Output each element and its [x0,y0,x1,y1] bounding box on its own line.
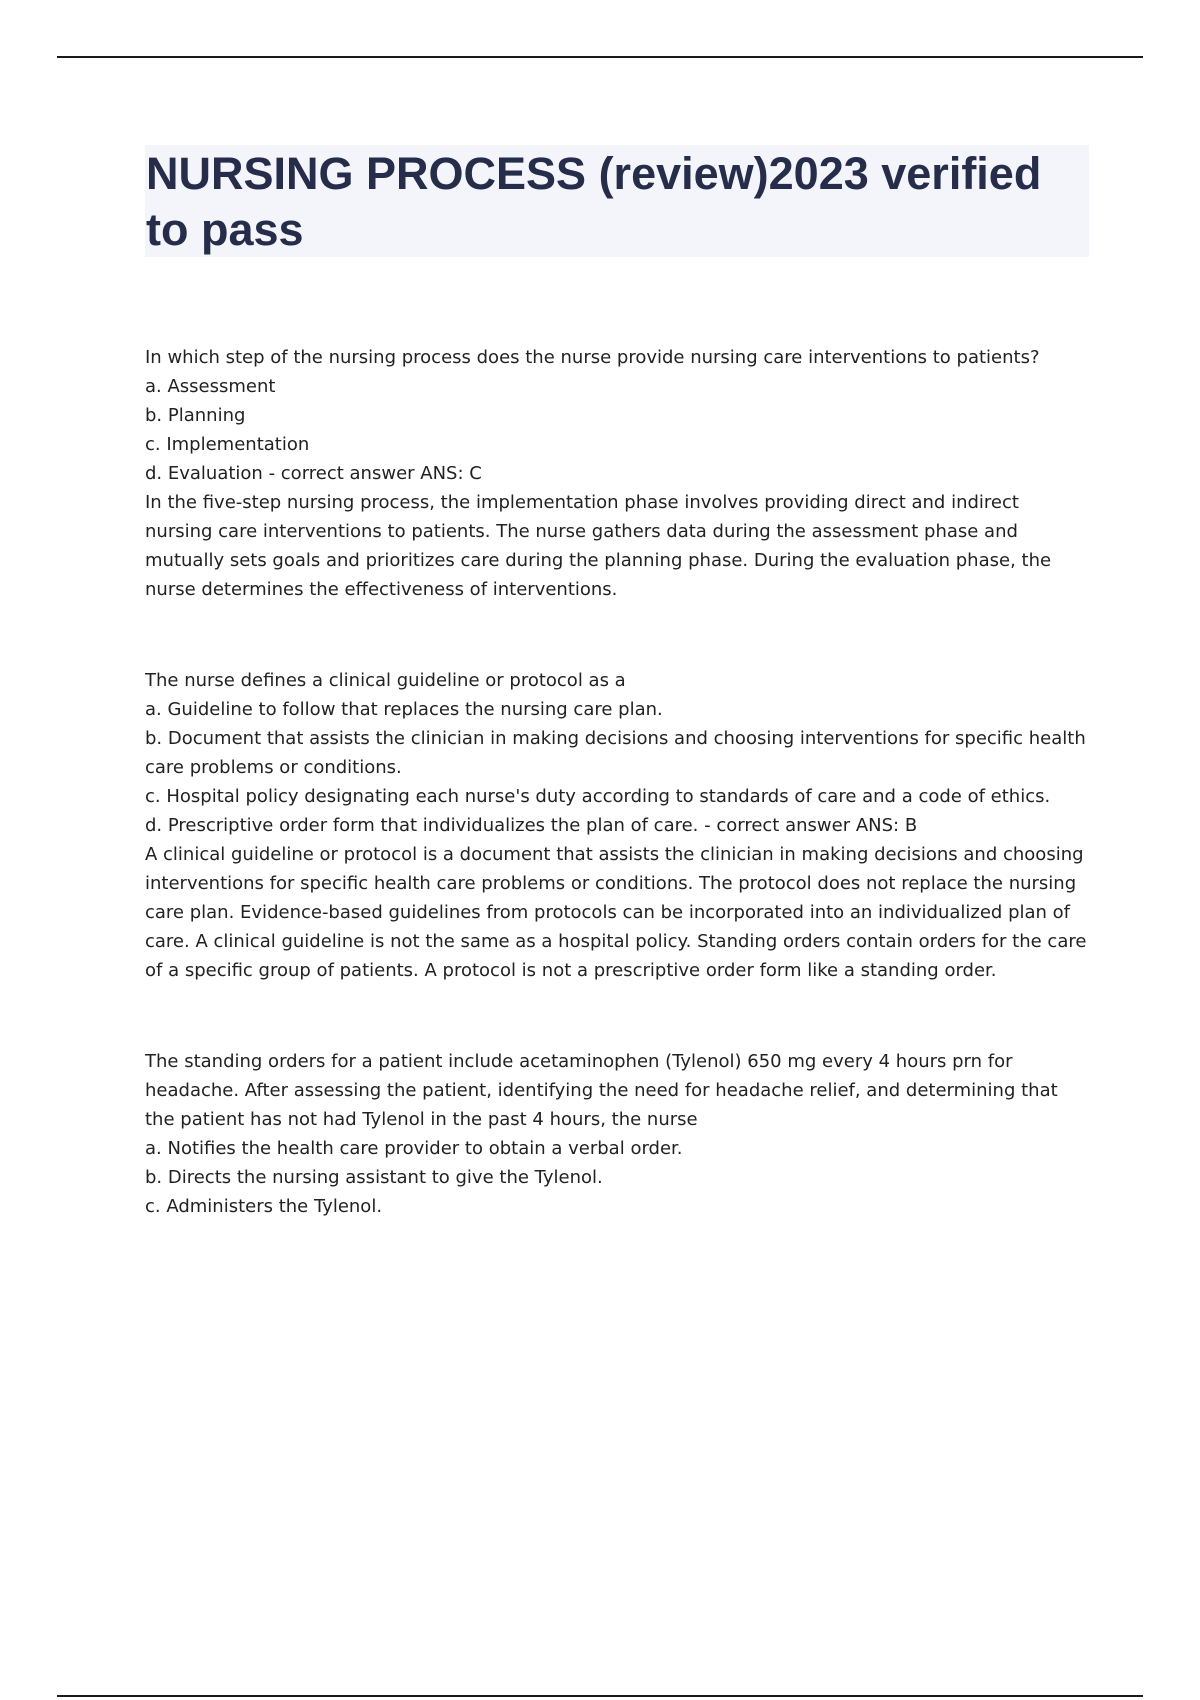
bottom-divider [57,1695,1143,1697]
answer-explanation: In the five-step nursing process, the implementation phase involves providing direct and indirect nursing care interventions to patients. The nurse gathers data during the assessment phase and mutually sets goals and prioritizes care during the planning phase. During the evaluation phase, the nurse determines the effectiveness of interventions. [145,492,1052,600]
document-title: NURSING PROCESS (review)2023 verified to pass [146,148,1042,255]
question-text: In which step of the nursing process does the nurse provide nursing care interventions to patients? [145,347,1040,368]
answer-option: a. Guideline to follow that replaces the nursing care plan. [145,699,663,720]
question-block-3 [145,1047,1090,1221]
answer-option: d. Evaluation - correct answer ANS: C [145,463,482,484]
answer-option: b. Directs the nursing assistant to give the Tylenol. [145,1167,603,1188]
answer-option: b. Document that assists the clinician in making decisions and choosing interventions for specific health care problems or conditions. [145,728,1086,778]
answer-option: a. Notifies the health care provider to obtain a verbal order. [145,1138,683,1159]
top-divider [57,56,1143,58]
question-text: The nurse defines a clinical guideline or protocol as a [145,670,626,691]
answer-option: d. Prescriptive order form that individualizes the plan of care. - correct answer ANS: B [145,815,918,836]
answer-option: a. Assessment [145,376,276,397]
document-body [145,343,1090,1221]
answer-option: c. Administers the Tylenol. [145,1196,383,1217]
answer-explanation: A clinical guideline or protocol is a document that assists the clinician in making decisions and choosing interventions for specific health care problems or conditions. The protocol does not replace the nursing care plan. Evidence-based guidelines from protocols can be incorporated into an individualized plan of care. A clinical guideline is not the same as a hospital policy. Standing orders contain orders for the care of a specific group of patients. A protocol is not a prescriptive order form like a standing order. [145,844,1087,981]
answer-option: c. Hospital policy designating each nurse's duty according to standards of care and a code of ethics. [145,786,1051,807]
question-block-2 [145,666,1090,985]
question-block-1 [145,343,1090,604]
answer-option: c. Implementation [145,434,310,455]
answer-option: b. Planning [145,405,246,426]
question-text: The standing orders for a patient include acetaminophen (Tylenol) 650 mg every 4 hours prn for headache. After assessing the patient, identifying the need for headache relief, and determining that the patient has not had Tylenol in the past 4 hours, the nurse [145,1051,1058,1130]
